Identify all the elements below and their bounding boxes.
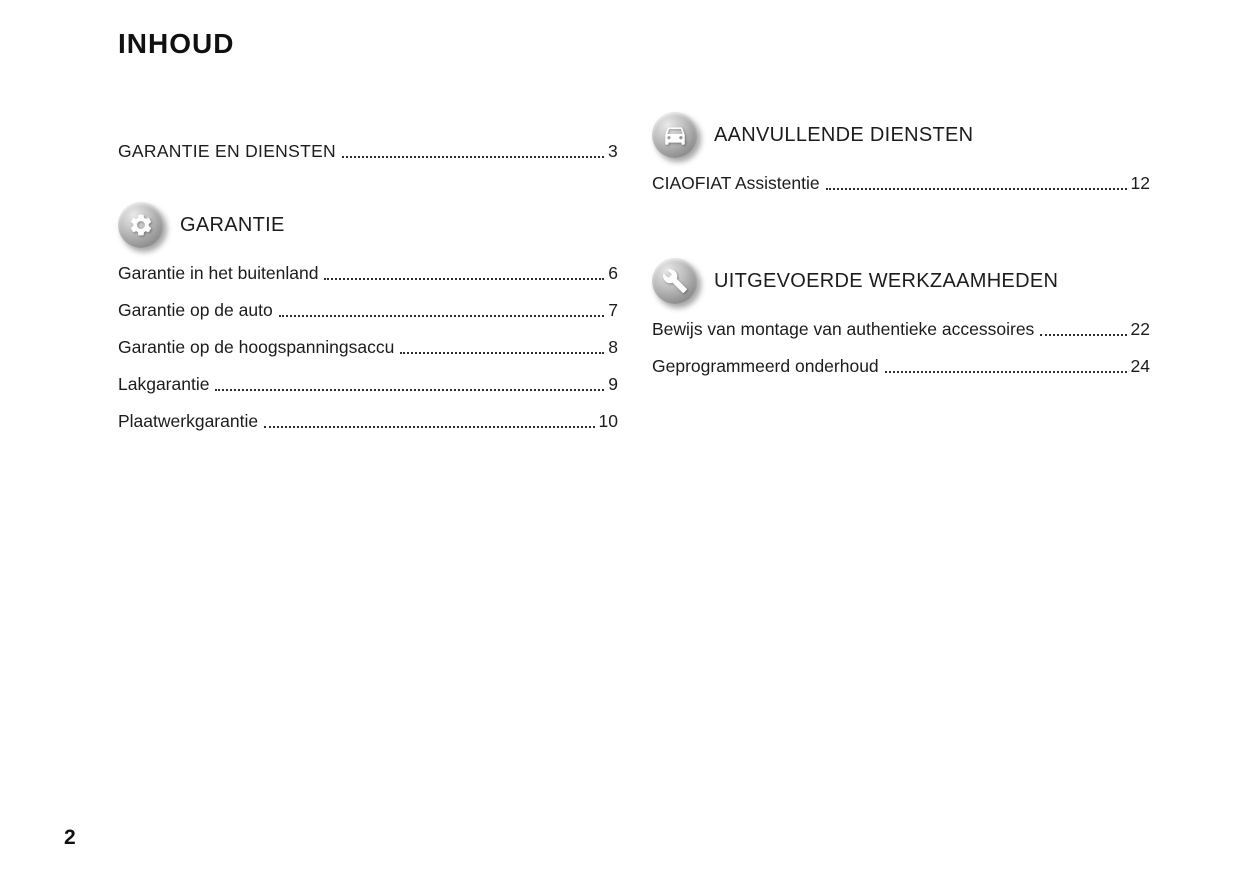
toc-entry-page: 3 [607, 141, 618, 161]
dotted-leader [342, 156, 604, 158]
toc-entry-label: Garantie op de auto [118, 300, 273, 320]
toc-entry-page: 9 [608, 374, 618, 394]
toc-entry-page: 22 [1130, 319, 1150, 339]
section-heading-uitgevoerde-werkzaamheden [652, 258, 1150, 304]
toc-entry [118, 140, 618, 162]
toc-entry-page: 10 [598, 411, 618, 431]
toc-entry-label: Garantie in het buitenland [118, 263, 319, 283]
dotted-leader [324, 278, 604, 280]
section-heading-label: AANVULLENDE DIENSTEN [714, 123, 974, 146]
section-heading-label: GARANTIE [180, 213, 285, 236]
toc-entry-page: 6 [608, 263, 618, 283]
toc-entry-label: Geprogrammeerd onderhoud [652, 356, 879, 376]
dotted-leader [264, 426, 594, 428]
dotted-leader [1040, 334, 1126, 336]
car-icon [652, 112, 698, 158]
toc-entry [118, 373, 618, 395]
toc-entry-label: GARANTIE EN DIENSTEN [118, 141, 336, 161]
toc-entry [118, 299, 618, 321]
toc-entry [118, 262, 618, 284]
toc-entry-list [118, 262, 618, 432]
toc-entry-list [652, 318, 1150, 377]
toc-entry-page: 12 [1130, 173, 1150, 193]
toc-entry [652, 172, 1150, 194]
folio-page-number: 2 [64, 826, 76, 849]
toc-right-column [652, 112, 1150, 377]
gear-icon [118, 202, 164, 248]
dotted-leader [279, 315, 605, 317]
toc-entry [652, 355, 1150, 377]
toc-entry-page: 8 [608, 337, 618, 357]
toc-entry-label: Plaatwerkgarantie [118, 411, 259, 431]
page-title: INHOUD [118, 28, 235, 59]
toc-entry [118, 410, 618, 432]
toc-entry [118, 336, 618, 358]
wrench-icon [652, 258, 698, 304]
dotted-leader [826, 188, 1127, 190]
dotted-leader [885, 371, 1127, 373]
dotted-leader [400, 352, 604, 354]
section-heading-garantie [118, 202, 618, 248]
toc-left-column [118, 140, 618, 432]
toc-entry-page: 24 [1130, 356, 1150, 376]
toc-entry-page: 7 [608, 300, 618, 320]
toc-entry-label: Garantie op de hoogspanningsaccu [118, 337, 395, 357]
toc-entry-list [652, 172, 1150, 194]
dotted-leader [215, 389, 604, 391]
toc-entry-label: CIAOFIAT Assistentie [652, 173, 820, 193]
section-heading-aanvullende-diensten [652, 112, 1150, 158]
toc-entry-label: Lakgarantie [118, 374, 210, 394]
section-heading-label: UITGEVOERDE WERKZAAMHEDEN [714, 269, 1059, 292]
toc-entry [652, 318, 1150, 340]
toc-entry-label: Bewijs van montage van authentieke accessoires [652, 319, 1035, 339]
